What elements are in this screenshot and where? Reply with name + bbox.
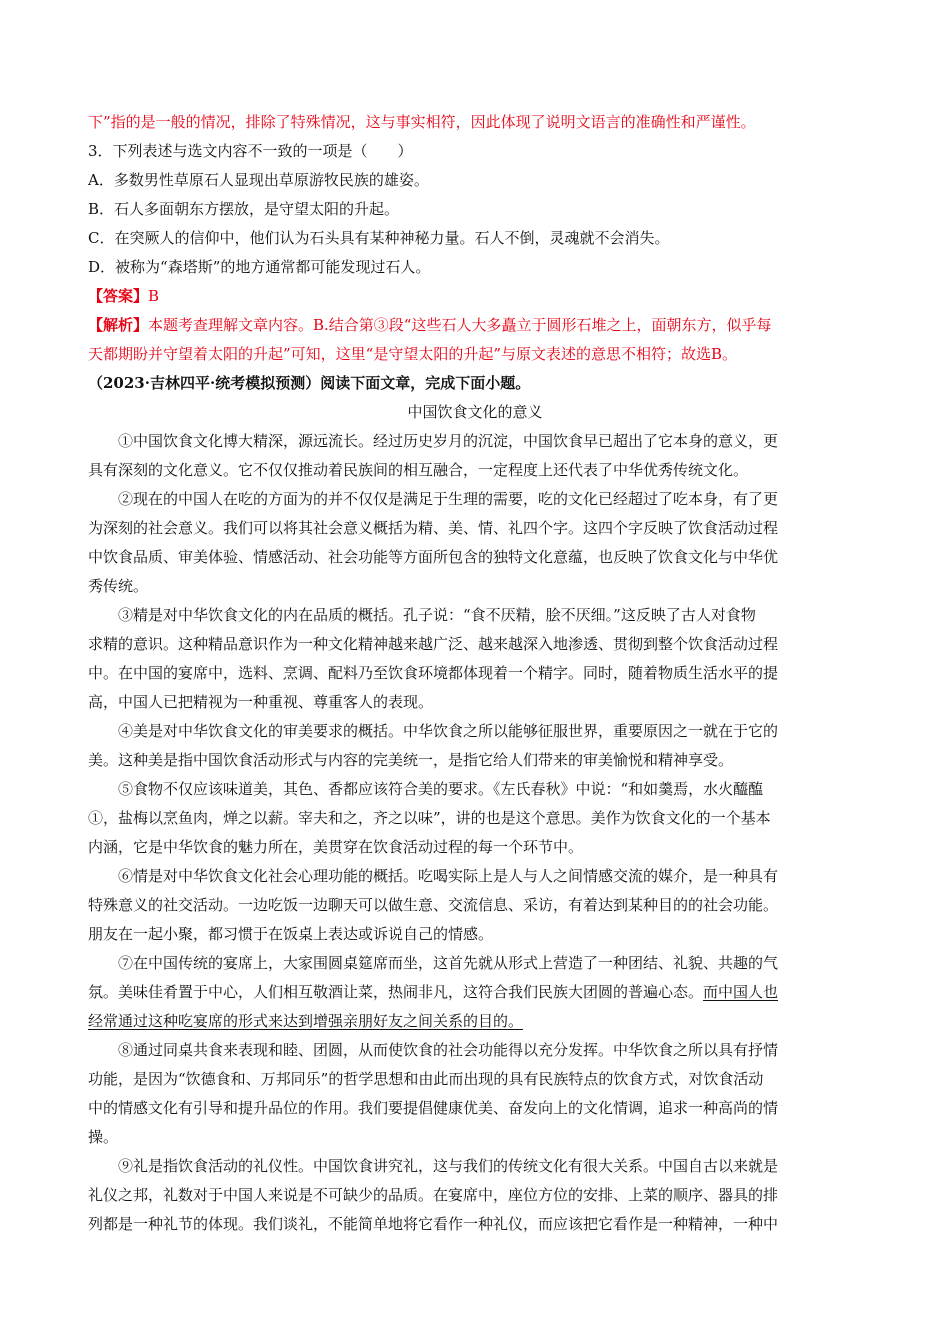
paragraph-line: ④美是对中华饮食文化的审美要求的概括。中华饮食之所以能够征服世界，重要原因之一就在于它的 <box>118 722 779 740</box>
article-paragraph-5 <box>88 775 862 862</box>
paragraph-line: ⑥情是对中华饮食文化社会心理功能的概括。吃喝实际上是人与人之间情感交流的媒介，是一种具有 <box>118 867 779 885</box>
question-3-option-c: C．在突厥人的信仰中，他们认为石头具有某种神秘力量。石人不倒，灵魂就不会消失。 <box>88 229 670 247</box>
paragraph-line: ①，盐梅以烹鱼肉，𬊤之以薪。宰夫和之，齐之以味”，讲的也是这个意思。美作为饮食文化的一个基本 <box>88 809 771 827</box>
article-paragraph-2 <box>88 485 862 601</box>
paragraph-line: 美。这种美是指中国饮食活动形式与内容的完美统一，是指它给人们带来的审美愉悦和精神享受。 <box>88 751 734 769</box>
article-paragraph-9 <box>88 1152 862 1239</box>
paragraph-line: 具有深刻的文化意义。它不仅仅推动着民族间的相互融合，一定程度上还代表了中华优秀传统文化。 <box>88 461 749 479</box>
analysis-tag: 【解析】 <box>88 316 149 334</box>
paragraph-line-with-underline <box>88 978 862 1007</box>
paragraph-line: ⑧通过同桌共食来表现和睦、团圆，从而使饮食的社会功能得以充分发挥。中华饮食之所以具有抒情 <box>118 1041 779 1059</box>
analysis-line-1 <box>88 311 862 340</box>
underlined-sentence-start: 而中国人也 <box>703 983 779 1001</box>
paragraph-line: ③精是对中华饮食文化的内在品质的概括。孔子说：“食不厌精，脍不厌细。”这反映了古人对食物 <box>118 606 756 624</box>
document-page <box>88 108 862 1239</box>
paragraph-line: ⑦在中国传统的宴席上，大家围圆桌筵席而坐，这首先就从形式上营造了一种团结、礼貌、共趣的气 <box>118 954 779 972</box>
paragraph-line: 中的情感文化有引导和提升品位的作用。我们要提倡健康优美、奋发向上的文化情调，追求一种高尚的情 <box>88 1099 779 1117</box>
paragraph-line: ⑨礼是指饮食活动的礼仪性。中国饮食讲究礼，这与我们的传统文化有很大关系。中国自古以来就是 <box>118 1157 779 1175</box>
source-heading: （2023·吉林四平·统考模拟预测）阅读下面文章，完成下面小题。 <box>88 374 531 392</box>
question-3-option-b: B．石人多面朝东方摆放，是守望太阳的升起。 <box>88 200 400 218</box>
prev-analysis-tail: 下”指的是一般的情况，排除了特殊情况，这与事实相符，因此体现了说明文语言的准确性和严谨性。 <box>88 113 756 131</box>
paragraph-line: 操。 <box>88 1128 119 1146</box>
paragraph-line: 为深刻的社会意义。我们可以将其社会意义概括为精、美、情、礼四个字。这四个字反映了饮食活动过程 <box>88 519 779 537</box>
article-paragraph-6 <box>88 862 862 949</box>
paragraph-line: 朋友在一起小聚，都习惯于在饭桌上表达或诉说自己的情感。 <box>88 925 494 943</box>
paragraph-line: ①中国饮食文化博大精深，源远流长。经过历史岁月的沉淀，中国饮食早已超出了它本身的意义，更 <box>118 432 779 450</box>
article-paragraph-7 <box>88 949 862 1036</box>
answer-value: B <box>148 287 160 305</box>
paragraph-line: 礼仪之邦，礼数对于中国人来说是不可缺少的品质。在宴席中，座位方位的安排、上菜的顺序、器具的排 <box>88 1186 779 1204</box>
paragraph-line <box>88 1007 862 1036</box>
paragraph-line: 中饮食品质、审美体验、情感活动、社会功能等方面所包含的独特文化意蕴，也反映了饮食文化与中华优 <box>88 548 779 566</box>
paragraph-text: 氛。美味佳肴置于中心，人们相互敬酒让菜，热闹非凡，这符合我们民族大团圆的普遍心态。 <box>88 983 704 1001</box>
question-3-option-d: D．被称为“森塔斯”的地方通常都可能发现过石人。 <box>88 258 431 276</box>
paragraph-line: 功能，是因为“饮德食和、万邦同乐”的哲学思想和由此而出现的具有民族特点的饮食方式，对饮食活动 <box>88 1070 764 1088</box>
analysis-text-1: 本题考查理解文章内容。B.结合第③段“这些石人大多矗立于圆形石堆之上，面朝东方，似乎每 <box>148 316 772 334</box>
paragraph-line: 中。在中国的宴席中，选料、烹调、配料乃至饮食环境都体现着一个精字。同时，随着物质生活水平的提 <box>88 664 779 682</box>
article-paragraph-1 <box>88 427 862 485</box>
analysis-line-2: 天都期盼并守望着太阳的升起”可知，这里“是守望太阳的升起”与原文表述的意思不相符；故选B。 <box>88 345 738 363</box>
paragraph-line: 特殊意义的社交活动。一边吃饭一边聊天可以做生意、交流信息、采访，有着达到某种目的的社会功能。 <box>88 896 779 914</box>
paragraph-line: 列都是一种礼节的体现。我们谈礼，不能简单地将它看作一种礼仪，而应该把它看作是一种精神，一种中 <box>88 1215 779 1233</box>
paragraph-line: ②现在的中国人在吃的方面为的并不仅仅是满足于生理的需要，吃的文化已经超过了吃本身，有了更 <box>118 490 779 508</box>
article-paragraph-3 <box>88 601 862 717</box>
paragraph-line: ⑤食物不仅应该味道美，其色、香都应该符合美的要求。《左氏春秋》中说：“和如羹焉，水火醯醢 <box>118 780 764 798</box>
article-paragraph-4 <box>88 717 862 775</box>
paragraph-line: 秀传统。 <box>88 577 149 595</box>
article-title: 中国饮食文化的意义 <box>407 403 543 421</box>
question-3-stem: 3．下列表述与选文内容不一致的一项是（ ） <box>88 142 413 160</box>
paragraph-line: 高，中国人已把精视为一种重视、尊重客人的表现。 <box>88 693 434 711</box>
question-3-option-a: A．多数男性草原石人显现出草原游牧民族的雄姿。 <box>88 171 429 189</box>
answer-tag: 【答案】 <box>88 287 149 305</box>
answer-line <box>88 282 862 311</box>
underlined-sentence-end: 经常通过这种吃宴席的形式来达到增强亲朋好友之间关系的目的。 <box>88 1012 524 1030</box>
article-paragraph-8 <box>88 1036 862 1152</box>
paragraph-line: 内涵，它是中华饮食的魅力所在，美贯穿在饮食活动过程的每一个环节中。 <box>88 838 584 856</box>
paragraph-line: 求精的意识。这种精品意识作为一种文化精神越来越广泛、越来越深入地渗透、贯彻到整个饮食活动过程 <box>88 635 779 653</box>
